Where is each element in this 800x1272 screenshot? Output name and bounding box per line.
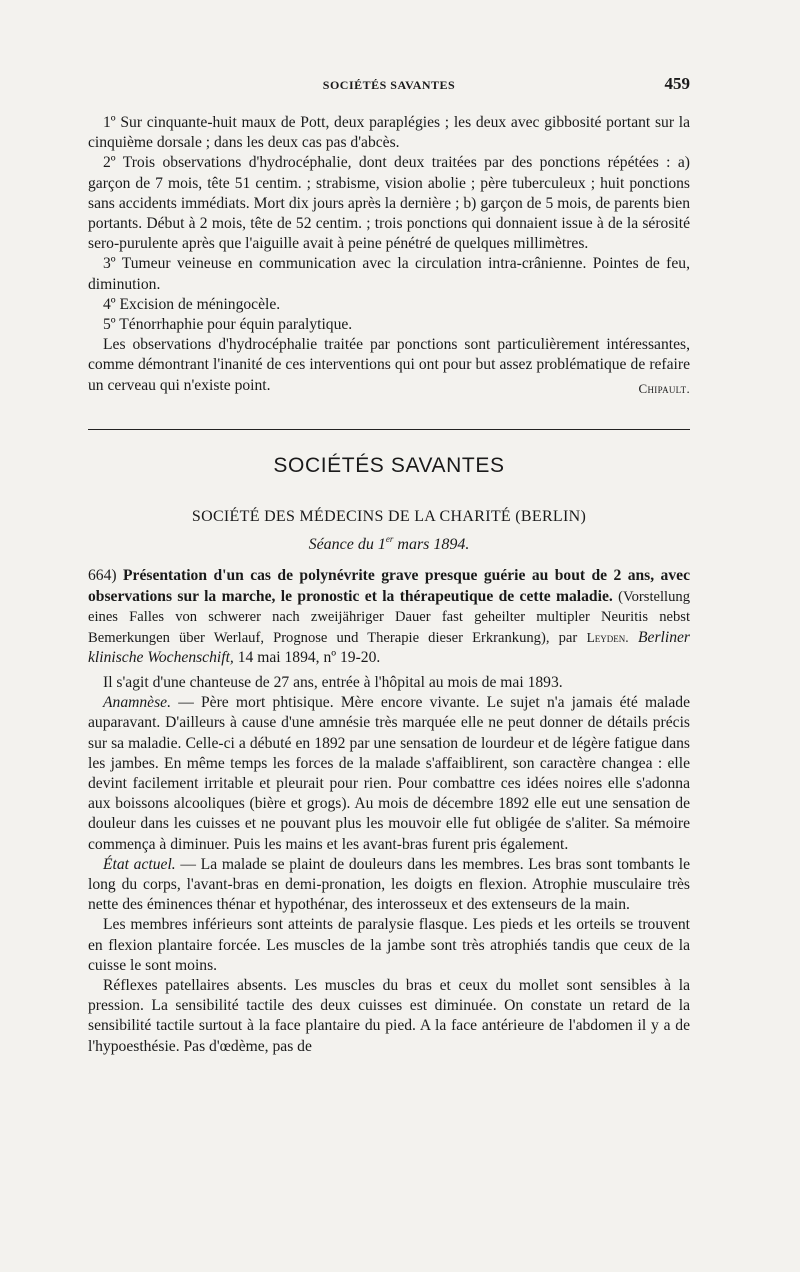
article-header	[88, 566, 690, 669]
seance-date	[88, 536, 690, 554]
etat-text: — La malade se plaint de douleurs dans les membres. Les bras sont tombants le long du corps, l'avant-bras en demi-pronation, les doigts en flexion. Atrophie musculaire très nette des éminences thénar et hypothénar, des interosseux et des extenseurs de la main.	[88, 855, 690, 914]
seance-prefix: Séance du 1	[308, 536, 386, 553]
journal-name: Berliner klinische Wochenschift,	[88, 628, 690, 667]
german-title: (Vorstellung eines Falles von schwerer nach zweijähriger Dauer fast geheilter multipler Neuritis nebst Bemerkungen über Werlauf, Prognose und Therapie dieser Erkrankung), par	[88, 588, 690, 646]
previous-article-body	[88, 113, 690, 399]
membres-paragraph: Les membres inférieurs sont atteints de paralysie flasque. Les pieds et les orteils se trouvent en flexion plantaire forcée. Les muscles de la jambe sont très atrophiés tandis que ceux de la cuisse le sont moins.	[88, 916, 690, 974]
etat-label: État actuel.	[103, 855, 176, 873]
list-item: 1º Sur cinquante-huit maux de Pott, deux paraplégies ; les deux avec gibbosité portant sur la cinquième dorsale ; dans les deux cas pas d'abcès.	[88, 114, 690, 152]
list-item: 3º Tumeur veineuse en communication avec la circulation intra-crânienne. Pointes de feu, diminution.	[88, 255, 690, 293]
anamnese-label: Anamnèse.	[103, 694, 171, 712]
article-body	[88, 566, 690, 1057]
article-number: 664)	[88, 567, 117, 584]
section-divider	[88, 429, 690, 430]
reflexes-paragraph: Réflexes patellaires absents. Les muscles du bras et ceux du mollet sont sensibles à la pression. La sensibilité tactile des deux cuisses est diminuée. On constate un retard de la sensibilité tactile surtout à la face plantaire du pied. A la face antérieure de l'abdomen il y a de l'hypoesthésie. Pas d'œdème, pas de	[88, 977, 690, 1055]
article-author: Leyden.	[586, 629, 629, 645]
society-name: SOCIÉTÉ DES MÉDECINS DE LA CHARITÉ (BERLIN)	[191, 508, 587, 525]
list-item: 2º Trois observations d'hydrocéphalie, dont deux traitées par des ponctions répétées : a) garçon de 7 mois, tête 51 centim. ; strabisme, vision abolie ; père tuberculeux ; huit ponctions sans accidents immédiats. Mort dix jours après la dernière ; b) garçon de 5 mois, de parents bien portants. Début à 2 mois, tête de 52 centim. ; trois ponctions qui donnaient issue à de la sérosité sero-purulente après que l'aiguille avait à peine pénétré de quelques millimètres.	[88, 154, 690, 253]
section-title: SOCIÉTÉS SAVANTES	[273, 454, 505, 477]
list-item: 4º Excision de méningocèle.	[103, 295, 281, 313]
etat-paragraph	[88, 855, 690, 916]
journal-date: 14 mai 1894, nº 19-20.	[233, 649, 381, 667]
conclusion-text: Les observations d'hydrocéphalie traitée par ponctions sont particulièrement intéressantes, comme démontrant l'inanité de ces interventions qui ont pour but assez problématique de refaire un cerveau qui n'existe point.	[88, 336, 690, 394]
seance-sup: er	[385, 534, 394, 544]
list-item: 5º Ténorrhaphie pour équin paralytique.	[103, 316, 353, 334]
anamnese-paragraph	[88, 693, 690, 855]
running-head-title: SOCIÉTÉS SAVANTES	[322, 78, 456, 92]
page-number: 459	[664, 74, 690, 93]
intro-paragraph: Il s'agit d'une chanteuse de 27 ans, entrée à l'hôpital au mois de mai 1893.	[103, 673, 563, 691]
anamnese-text: — Père mort phtisique. Mère encore vivante. Le sujet n'a jamais été malade auparavant. D'ailleurs à cause d'une amnésie très marquée elle ne peut donner de détails précis sur sa maladie. Celle-ci a débuté en 1892 par une sensation de lourdeur et de légère fatigue dans les jambes. En même temps les forces de la malade s'affaiblirent, son caractère changea : elle devint facilement irritable et pleurait pour rien. Pour combattre ces idées noires elle s'adonna aux boissons alcooliques (bière et grogs). Au mois de décembre 1892 elle eut une sensation de douleur dans les cuisses et ne pouvant plus les mouvoir elle fut obligée de s'aliter. Sa mémoire commença à diminuer. Puis les mains et les avant-bras furent pris également.	[88, 694, 690, 853]
signature: Chipault.	[638, 380, 690, 396]
conclusion-paragraph	[88, 335, 690, 396]
seance-suffix: mars 1894.	[393, 536, 470, 553]
article-title: Présentation d'un cas de polynévrite grave presque guérie au bout de 2 ans, avec observations sur la marche, le pronostic et la thérapeutique de cette maladie.	[88, 567, 690, 605]
running-head	[88, 74, 690, 98]
